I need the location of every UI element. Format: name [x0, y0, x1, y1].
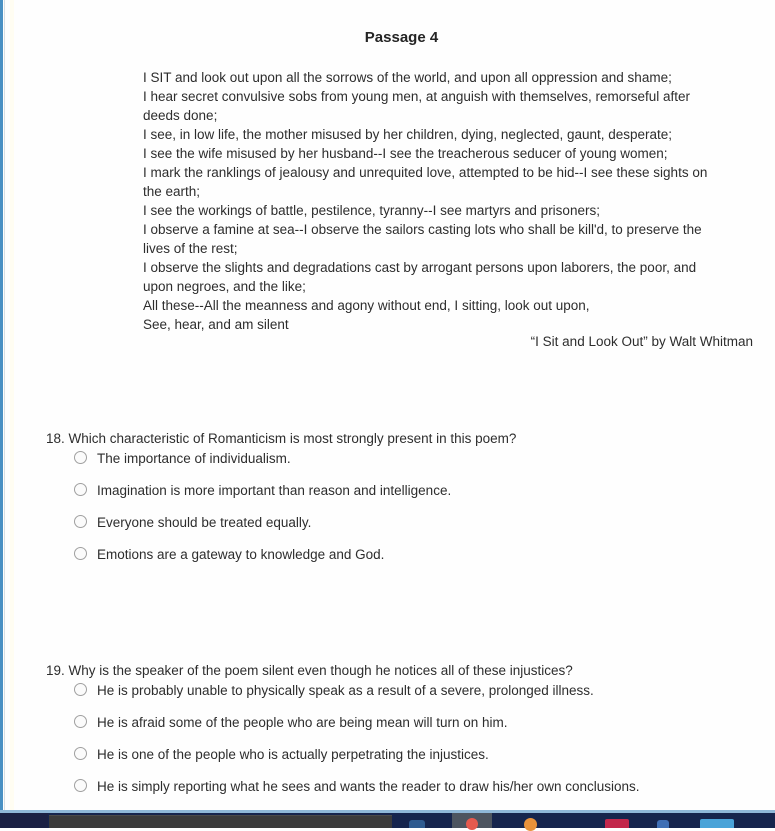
poem-line: I SIT and look out upon all the sorrows of the world, and upon all oppression and shame; [143, 70, 672, 85]
question-19-text: 19. Why is the speaker of the poem silent even though he notices all of these injustices? [46, 663, 573, 678]
radio-button[interactable] [74, 715, 87, 728]
radio-button[interactable] [74, 683, 87, 696]
question-18-option-d[interactable] [74, 545, 765, 564]
option-label: Everyone should be treated equally. [97, 515, 312, 530]
question-19-option-b[interactable] [74, 713, 765, 732]
question-19-options [74, 681, 765, 796]
question-18 [46, 429, 765, 564]
taskbar-browser-icon[interactable] [524, 818, 537, 831]
taskbar-app-icon-blue-small[interactable] [657, 820, 669, 828]
question-19-option-d[interactable] [74, 777, 765, 796]
radio-button[interactable] [74, 747, 87, 760]
taskbar-start-area[interactable] [0, 813, 48, 828]
taskbar-active-app-tile[interactable] [452, 813, 492, 828]
taskbar [0, 813, 775, 828]
poem-line: I hear secret convulsive sobs from young men, at anguish with themselves, remorseful after [143, 89, 691, 104]
option-label: Emotions are a gateway to knowledge and God. [97, 547, 385, 562]
radio-button[interactable] [74, 547, 87, 560]
poem-line: I mark the ranklings of jealousy and unrequited love, attempted to be hid--I see these sights on [143, 165, 708, 180]
taskbar-window-button[interactable] [49, 815, 392, 828]
page-title: Passage 4 [364, 29, 439, 46]
question-18-option-a[interactable] [74, 449, 765, 468]
radio-button[interactable] [74, 779, 87, 792]
question-19 [46, 661, 765, 796]
poem-line: I observe the slights and degradations cast by arrogant persons upon laborers, the poor, and [143, 260, 697, 275]
question-19-option-a[interactable] [74, 681, 765, 700]
poem-block [143, 68, 758, 334]
poem-line: I see the workings of battle, pestilence, tyranny--I see martyrs and prisoners; [143, 203, 600, 218]
question-18-option-b[interactable] [74, 481, 765, 500]
radio-button[interactable] [74, 515, 87, 528]
poem-line: the earth; [143, 184, 201, 199]
left-edge-gray-line [4, 0, 5, 813]
taskbar-app-icon-red[interactable] [605, 819, 629, 828]
poem-line: I see the wife misused by her husband--I see the treacherous seducer of young women; [143, 146, 668, 161]
left-edge-cream-stripe [10, 0, 14, 813]
option-label: The importance of individualism. [97, 451, 291, 466]
poem-line: deeds done; [143, 108, 218, 123]
poem-line: I observe a famine at sea--I observe the sailors casting lots who shall be kill'd, to preserve the [143, 222, 702, 237]
poem-line: upon negroes, and the like; [143, 279, 306, 294]
option-label: Imagination is more important than reason and intelligence. [97, 483, 452, 498]
question-19-option-c[interactable] [74, 745, 765, 764]
question-18-option-c[interactable] [74, 513, 765, 532]
option-label: He is probably unable to physically speak as a result of a severe, prolonged illness. [97, 683, 594, 698]
poem-attribution: “I Sit and Look Out” by Walt Whitman [530, 334, 753, 349]
taskbar-app-icon-blue[interactable] [409, 820, 425, 828]
taskbar-app-icon-lightblue[interactable] [700, 819, 734, 828]
radio-button[interactable] [74, 451, 87, 464]
option-label: He is afraid some of the people who are being mean will turn on him. [97, 715, 508, 730]
radio-button[interactable] [74, 483, 87, 496]
question-18-options [74, 449, 765, 564]
option-label: He is one of the people who is actually perpetrating the injustices. [97, 747, 489, 762]
poem-line: See, hear, and am silent [143, 317, 289, 332]
poem-line: lives of the rest; [143, 241, 238, 256]
poem-line: All these--All the meanness and agony without end, I sitting, look out upon, [143, 298, 590, 313]
left-edge-blue-stripe [0, 0, 3, 813]
question-18-text: 18. Which characteristic of Romanticism is most strongly present in this poem? [46, 431, 517, 446]
taskbar-active-app-icon[interactable] [466, 818, 478, 830]
option-label: He is simply reporting what he sees and wants the reader to draw his/her own conclusions. [97, 779, 640, 794]
poem-line: I see, in low life, the mother misused by her children, dying, neglected, gaunt, desperate; [143, 127, 673, 142]
